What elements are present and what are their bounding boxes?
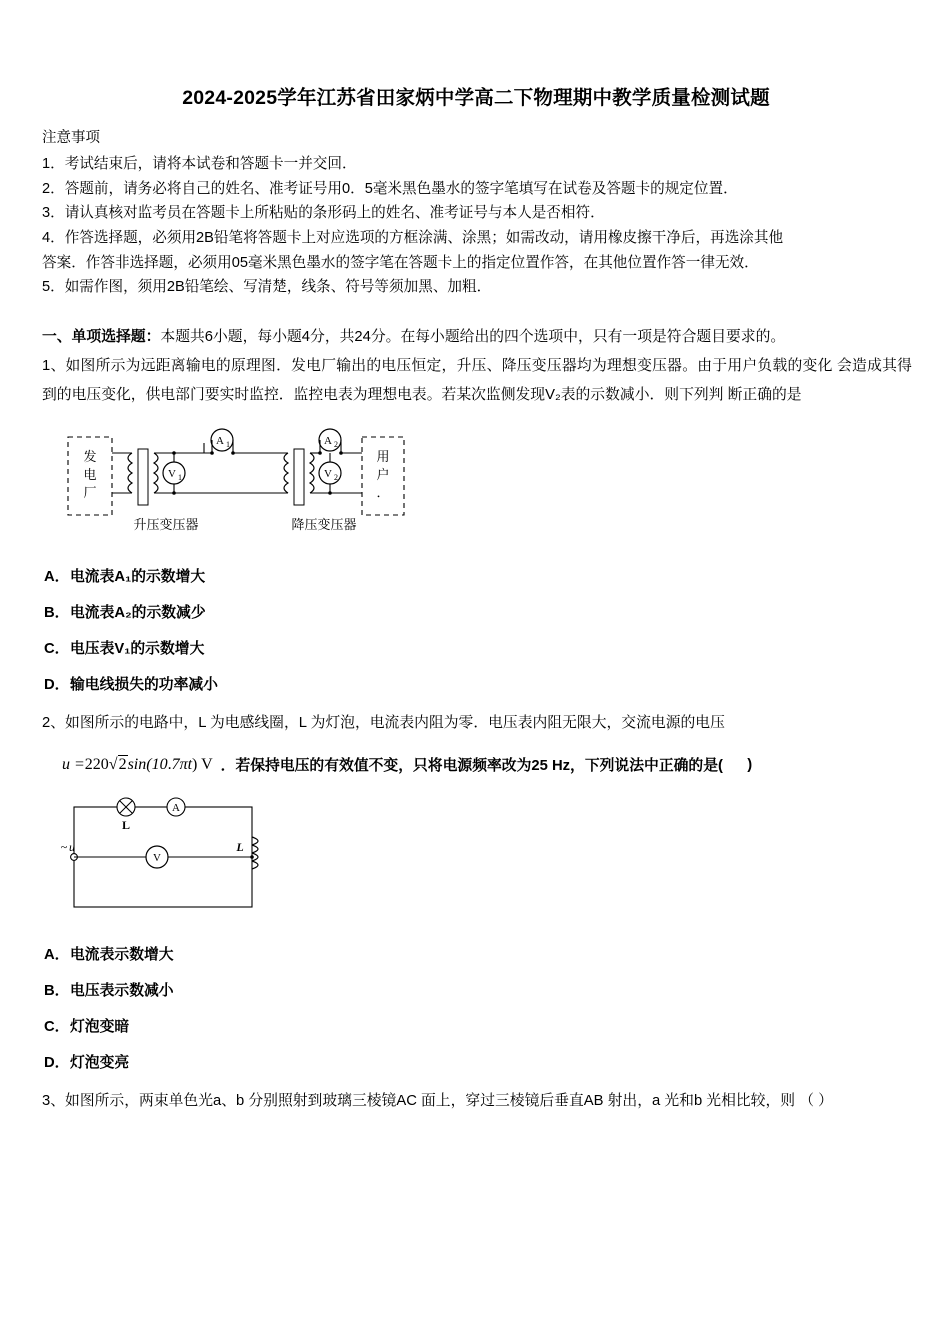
option-c xyxy=(44,1015,912,1036)
notice-heading: 注意事项 xyxy=(42,130,100,146)
svg-text:L: L xyxy=(236,840,244,855)
formula-func: sin(10 xyxy=(127,755,168,773)
formula-radicand: 2 xyxy=(118,755,127,773)
option-a xyxy=(44,943,912,964)
option-b-label: B． xyxy=(44,605,70,622)
question-3-number: 3、 xyxy=(42,1093,66,1110)
svg-text:升压变压器: 升压变压器 xyxy=(133,517,199,533)
section-one-heading-prefix: 一、单项选择题： xyxy=(42,328,161,345)
option-b xyxy=(44,979,912,1000)
question-2-number: 2、 xyxy=(42,715,66,732)
svg-text:u: u xyxy=(69,840,75,855)
question-1-number: 1、 xyxy=(42,357,66,374)
svg-text:电: 电 xyxy=(83,467,97,483)
question-3-line-1: 如图所示，两束单色光a、b 分别照射到玻璃三棱镜AC 面上，穿过三棱镜后垂直AB 射出，a 光和b 光相比较，则 xyxy=(65,1093,796,1110)
option-d xyxy=(44,673,912,694)
ac-circuit-diagram xyxy=(58,789,288,929)
section-one-heading-body: 本题共6小题，每小题4分，共24分。在每小题给出的四个选项中，只有一项是符合题目要求的。 xyxy=(160,328,786,345)
svg-text:V: V xyxy=(153,852,161,865)
formula-close: ) V xyxy=(192,755,213,773)
option-d-label: D． xyxy=(44,677,70,694)
option-d-text: 灯泡变亮 xyxy=(70,1055,130,1072)
question-3-text xyxy=(42,1087,912,1116)
notice-item: 3．请认真核对监考员在答题卡上所粘贴的条形码上的姓名、准考证号与本人是否相符． xyxy=(42,205,605,222)
question-1-line-3: 断正确的是 xyxy=(727,386,802,403)
option-a-label: A． xyxy=(44,947,70,964)
formula-rest: 7πt xyxy=(171,755,193,773)
option-c-label: C． xyxy=(44,641,70,658)
question-1-line-2: 会造成其得到的电压变化，供电部门要实时监控．监控电表为理想电表。若某次监侧发现V₂表的示数减小．则下列判 xyxy=(42,357,912,403)
svg-text:A: A xyxy=(216,435,224,448)
svg-text:1: 1 xyxy=(178,473,182,483)
formula-dot: . xyxy=(167,755,172,773)
svg-text:2: 2 xyxy=(334,473,338,483)
notice-list xyxy=(42,153,912,300)
section-one-heading xyxy=(42,323,912,352)
svg-text:L: L xyxy=(121,818,131,833)
option-d xyxy=(44,1051,912,1072)
question-1-options xyxy=(44,565,912,694)
option-c-text: 灯泡变暗 xyxy=(70,1019,130,1036)
option-b xyxy=(44,601,912,622)
option-b-label: B． xyxy=(44,983,70,1000)
svg-text:用: 用 xyxy=(376,449,390,465)
option-b-text: 电压表示数减小 xyxy=(70,983,174,1000)
question-2-formula: u =220√2sin(10.7πt) V xyxy=(62,755,213,773)
option-a-label: A． xyxy=(44,569,70,586)
question-2-figure xyxy=(58,789,912,929)
option-a-text: 电流表A₁的示数增大 xyxy=(70,569,206,586)
notice-item: 1．考试结束后，请将本试卷和答题卡一并交回． xyxy=(42,156,357,172)
question-3-line-2: （ ） xyxy=(799,1093,833,1110)
svg-text:V: V xyxy=(168,468,176,481)
svg-text:A: A xyxy=(324,435,332,448)
notice-item: 4．作答选择题，必须用2B铅笔将答题卡上对应选项的方框涂满、涂黑；如需改动，请用橡皮擦干净后，再选涂其他 xyxy=(42,229,784,246)
question-2-options xyxy=(44,943,912,1072)
option-d-label: D． xyxy=(44,1055,70,1072)
svg-text:1: 1 xyxy=(226,440,230,450)
option-d-text: 输电线损失的功率减小 xyxy=(70,677,218,694)
option-c-text: 电压表V₁的示数增大 xyxy=(70,641,205,658)
svg-text:降压变压器: 降压变压器 xyxy=(291,517,357,533)
formula-lhs: u = xyxy=(62,755,85,773)
svg-text:发: 发 xyxy=(83,449,97,465)
svg-text:A: A xyxy=(172,802,180,815)
option-c-label: C． xyxy=(44,1019,70,1036)
question-1-line-1: 如图所示为远距离输电的原理图．发电厂输出的电压恒定，升压、降压变压器均为理想变压器。由于用户负载的变化 xyxy=(65,357,833,374)
question-2-line-1: 如图所示的电路中，L 为电感线圈，L 为灯泡，电流表内阻为零．电压表内阻无限大，交流电源的电压 xyxy=(65,715,725,732)
question-1-figure xyxy=(62,423,912,551)
option-a-text: 电流表示数增大 xyxy=(70,947,174,964)
option-c xyxy=(44,637,912,658)
notice-item: 2．答题前，请务必将自己的姓名、准考证号用0．5毫米黑色墨水的签字笔填写在试卷及答题卡的规定位置． xyxy=(42,180,738,197)
question-1-text xyxy=(42,352,912,410)
option-a xyxy=(44,565,912,586)
question-2-text xyxy=(42,709,912,738)
page-title: 2024-2025学年江苏省田家炳中学高二下物理期中教学质量检测试题 xyxy=(182,87,770,109)
svg-text:2: 2 xyxy=(334,440,338,450)
svg-text:~: ~ xyxy=(60,840,68,855)
formula-amplitude: 220 xyxy=(84,755,109,773)
question-2-after-formula: ．若保持电压的有效值不变，只将电源频率改为25 Hz，下列说法中正确的是( xyxy=(220,758,723,775)
svg-text:厂: 厂 xyxy=(83,485,97,501)
transmission-circuit-diagram xyxy=(62,423,412,551)
question-2-after-formula-end: ) xyxy=(747,756,753,773)
svg-text:V: V xyxy=(324,468,332,481)
notice-item: 5．如需作图，须用2B铅笔绘、写清楚，线条、符号等须加黑、加粗． xyxy=(42,279,492,296)
notice-item: 答案．作答非选择题，必须用05毫米黑色墨水的签字笔在答题卡上的指定位置作答，在其他位置作答一律无效． xyxy=(42,254,759,271)
svg-text:．: ． xyxy=(376,485,390,501)
option-b-text: 电流表A₂的示数减少 xyxy=(70,605,206,622)
document-content xyxy=(40,82,912,1116)
question-2-formula-row xyxy=(44,754,912,775)
svg-text:户: 户 xyxy=(376,467,390,483)
